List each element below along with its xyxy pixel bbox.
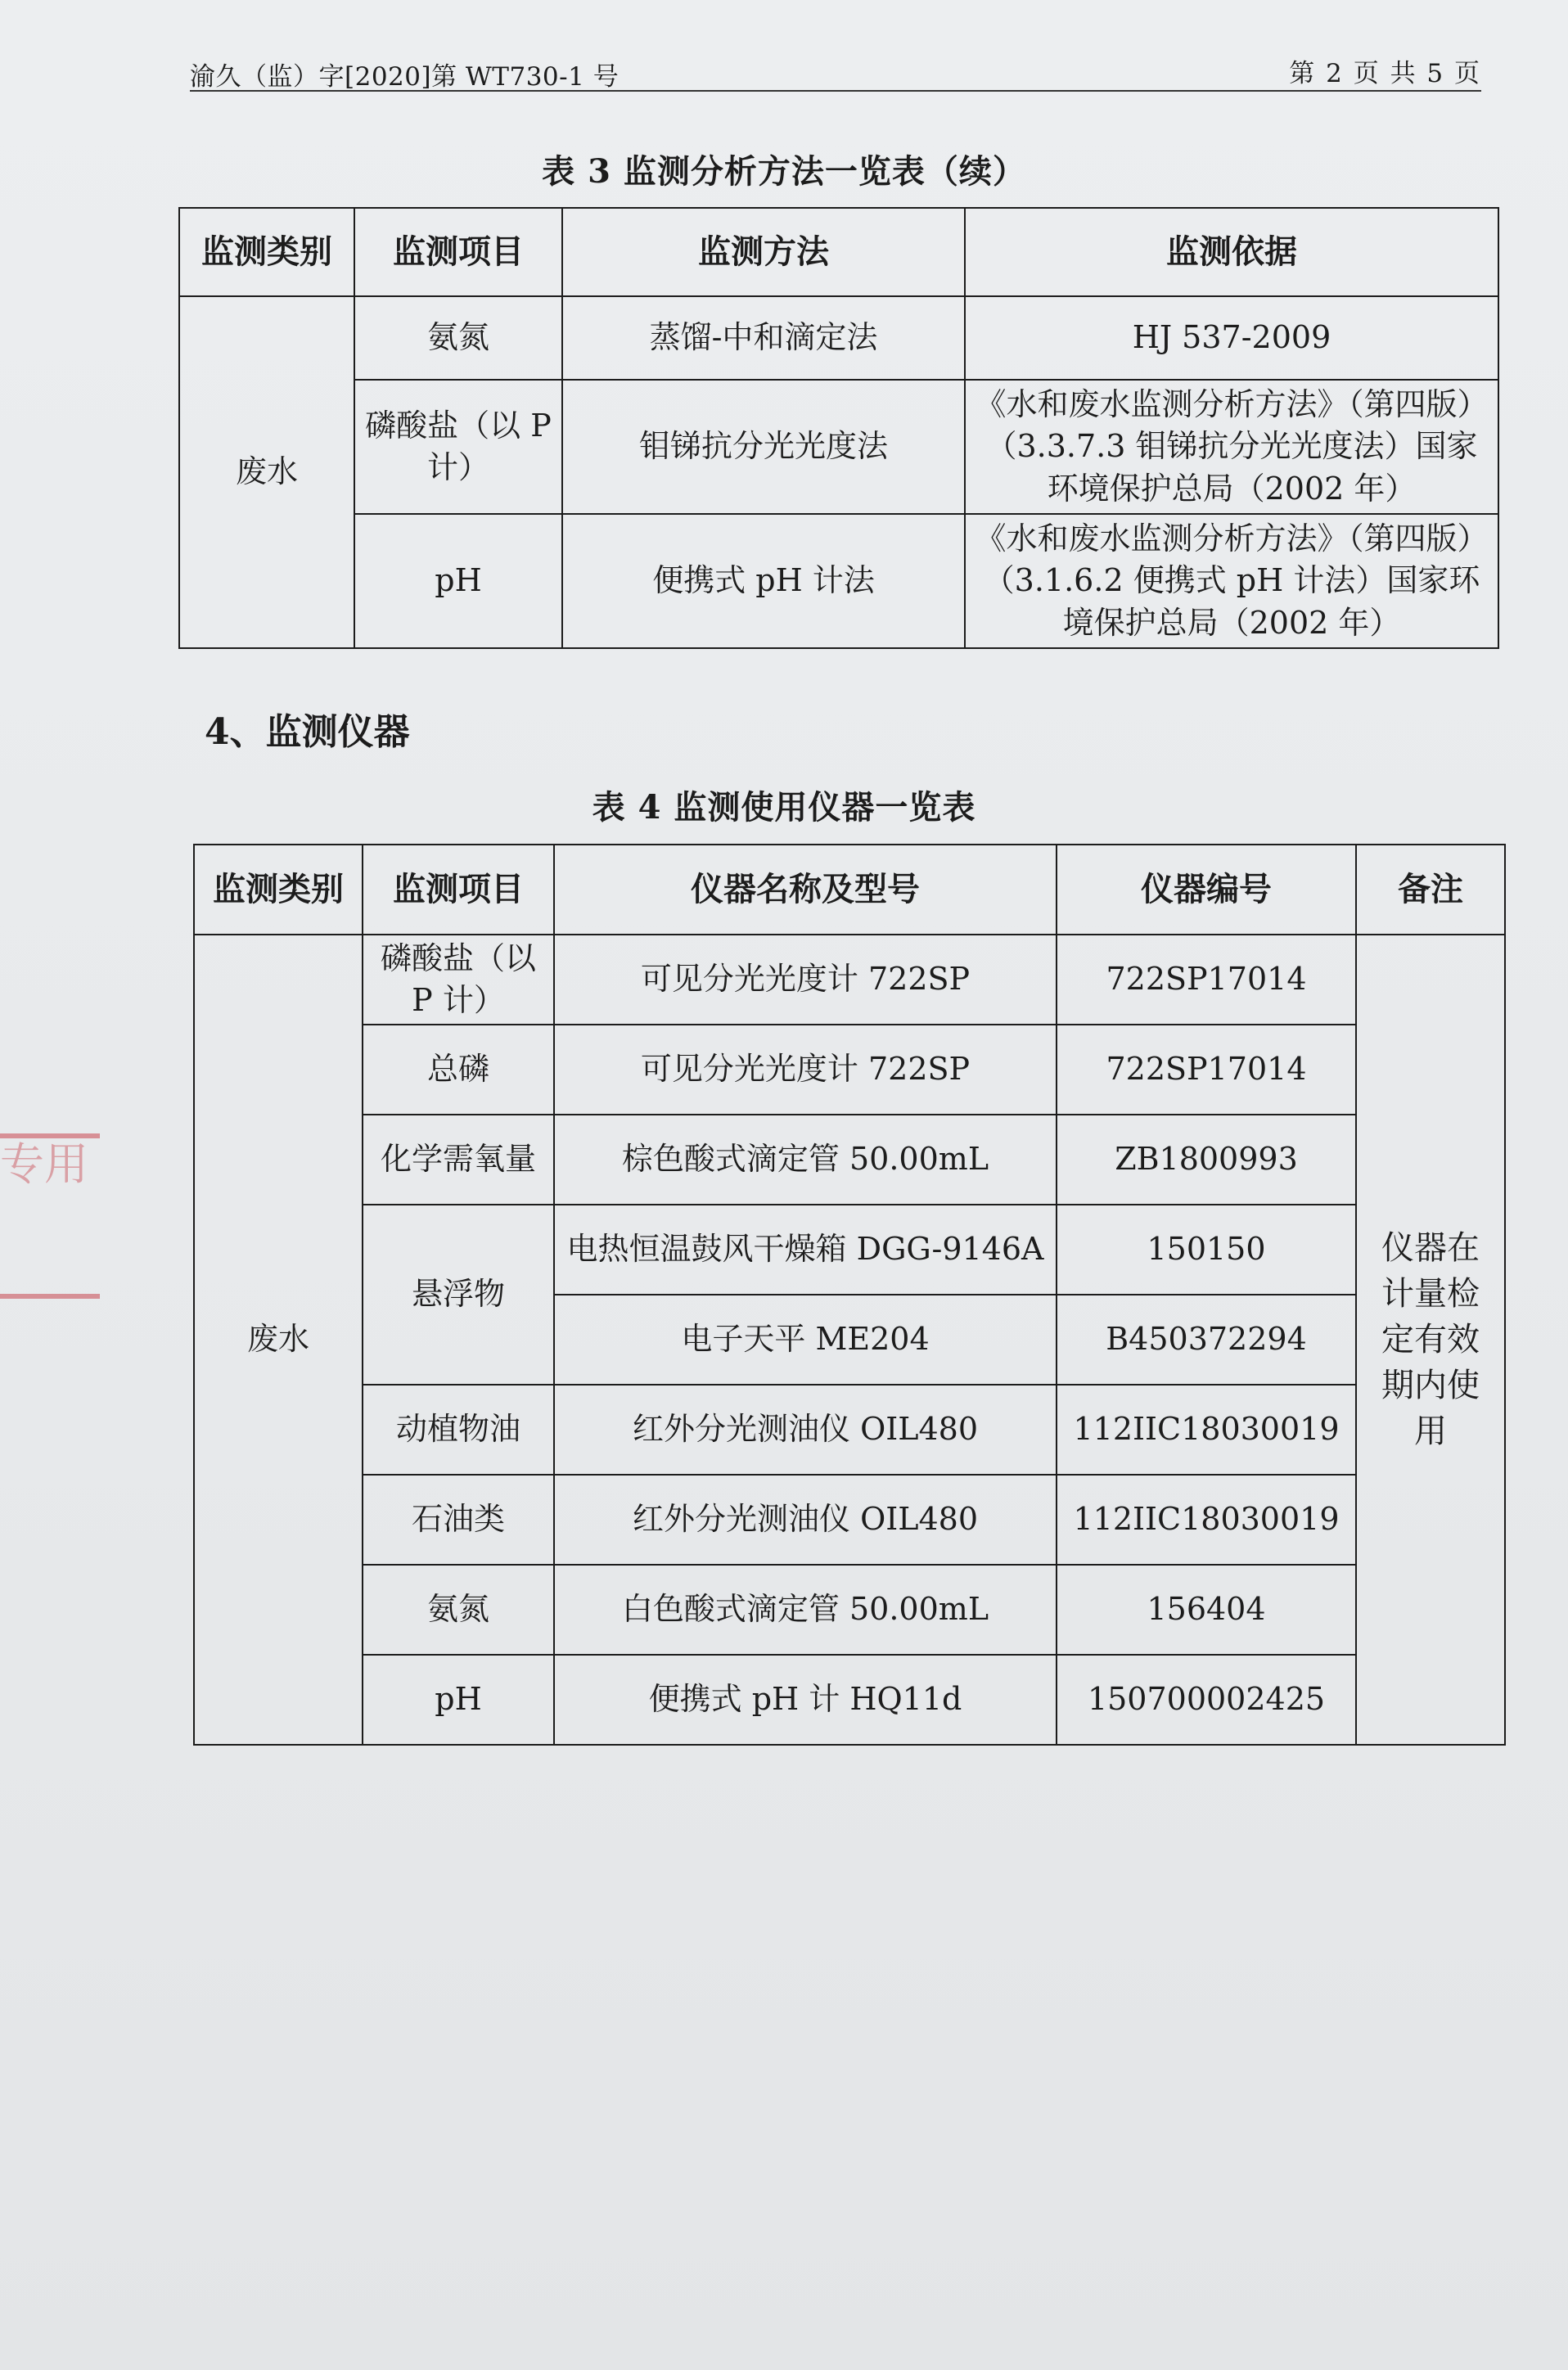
table-row — [194, 1025, 1505, 1115]
table4-serial-cell: 156404 — [1057, 1565, 1356, 1655]
table4-item-cell: 磷酸盐（以 P 计） — [363, 935, 554, 1025]
table4-item-cell: 化学需氧量 — [363, 1115, 554, 1205]
table4-instrument-cell: 可见分光光度计 722SP — [554, 1025, 1057, 1115]
table4-remark-cell: 仪器在计量检定有效期内使用 — [1356, 935, 1505, 1745]
table3-header-category: 监测类别 — [179, 208, 354, 296]
table-row — [194, 1115, 1505, 1205]
table4-instrument-cell: 棕色酸式滴定管 50.00mL — [554, 1115, 1057, 1205]
table4-caption: 表 4 监测使用仪器一览表 — [592, 788, 976, 827]
table-row — [179, 514, 1498, 648]
table4-instrument-cell: 便携式 pH 计 HQ11d — [554, 1655, 1057, 1745]
table3-caption: 表 3 监测分析方法一览表（续） — [542, 152, 1026, 191]
header-rule — [190, 90, 1481, 92]
table-row — [179, 296, 1498, 380]
table-row — [194, 1475, 1505, 1565]
table4-header-category: 监测类别 — [194, 845, 363, 935]
table-row — [194, 1385, 1505, 1475]
table4-item-cell: 石油类 — [363, 1475, 554, 1565]
table3-method-cell: 便携式 pH 计法 — [562, 514, 965, 648]
table3-methods — [178, 207, 1499, 649]
table4-instrument-cell: 可见分光光度计 722SP — [554, 935, 1057, 1025]
table4-category-cell: 废水 — [194, 935, 363, 1745]
table3-item-cell: 氨氮 — [354, 296, 562, 380]
red-seal-stamp — [0, 1133, 100, 1299]
section-title: 4、监测仪器 — [205, 711, 410, 753]
table4-instruments — [193, 844, 1506, 1746]
table-row — [194, 1655, 1505, 1745]
table4-item-cell: 总磷 — [363, 1025, 554, 1115]
table4-serial-cell: ZB1800993 — [1057, 1115, 1356, 1205]
table-row — [194, 1565, 1505, 1655]
table4-instrument-cell: 白色酸式滴定管 50.00mL — [554, 1565, 1057, 1655]
table4-header-serial: 仪器编号 — [1057, 845, 1356, 935]
table3-basis-cell: 《水和废水监测分析方法》（第四版）（3.3.7.3 钼锑抗分光光度法）国家环境保护总局（2002 年） — [965, 380, 1498, 514]
table-row — [179, 380, 1498, 514]
table3-item-cell: pH — [354, 514, 562, 648]
table4-serial-cell: 112IIC18030019 — [1057, 1475, 1356, 1565]
table4-item-cell: 氨氮 — [363, 1565, 554, 1655]
table3-method-cell: 钼锑抗分光光度法 — [562, 380, 965, 514]
table4-instrument-cell: 电热恒温鼓风干燥箱 DGG-9146A — [554, 1205, 1057, 1295]
table3-header-item: 监测项目 — [354, 208, 562, 296]
table4-serial-cell: B450372294 — [1057, 1295, 1356, 1385]
table3-header-row — [179, 208, 1498, 296]
table4-header-instrument: 仪器名称及型号 — [554, 845, 1057, 935]
table4-header-item: 监测项目 — [363, 845, 554, 935]
table4-serial-cell: 150700002425 — [1057, 1655, 1356, 1745]
stamp-text: 专用 — [0, 1138, 88, 1190]
table3-header-method: 监测方法 — [562, 208, 965, 296]
table4-instrument-cell: 红外分光测油仪 OIL480 — [554, 1475, 1057, 1565]
table3-basis-cell: 《水和废水监测分析方法》（第四版）（3.1.6.2 便携式 pH 计法）国家环境保护总局（2002 年） — [965, 514, 1498, 648]
table3-method-cell: 蒸馏-中和滴定法 — [562, 296, 965, 380]
table3-header-basis: 监测依据 — [965, 208, 1498, 296]
table4-item-cell: 悬浮物 — [363, 1205, 554, 1385]
table4-serial-cell: 150150 — [1057, 1205, 1356, 1295]
table-row — [194, 1205, 1505, 1295]
table4-header-remark: 备注 — [1356, 845, 1505, 935]
table4-item-cell: 动植物油 — [363, 1385, 554, 1475]
table3-basis-cell: HJ 537-2009 — [965, 296, 1498, 380]
table4-instrument-cell: 电子天平 ME204 — [554, 1295, 1057, 1385]
table4-serial-cell: 722SP17014 — [1057, 1025, 1356, 1115]
table3-category-cell: 废水 — [179, 296, 354, 648]
table3-item-cell: 磷酸盐（以 P 计） — [354, 380, 562, 514]
table4-serial-cell: 722SP17014 — [1057, 935, 1356, 1025]
page-number: 第 2 页 共 5 页 — [1289, 59, 1481, 88]
table4-header-row — [194, 845, 1505, 935]
table-row — [194, 935, 1505, 1025]
table4-instrument-cell: 红外分光测油仪 OIL480 — [554, 1385, 1057, 1475]
table4-item-cell: pH — [363, 1655, 554, 1745]
document-number: 渝久（监）字[2020]第 WT730-1 号 — [190, 62, 620, 92]
table4-serial-cell: 112IIC18030019 — [1057, 1385, 1356, 1475]
